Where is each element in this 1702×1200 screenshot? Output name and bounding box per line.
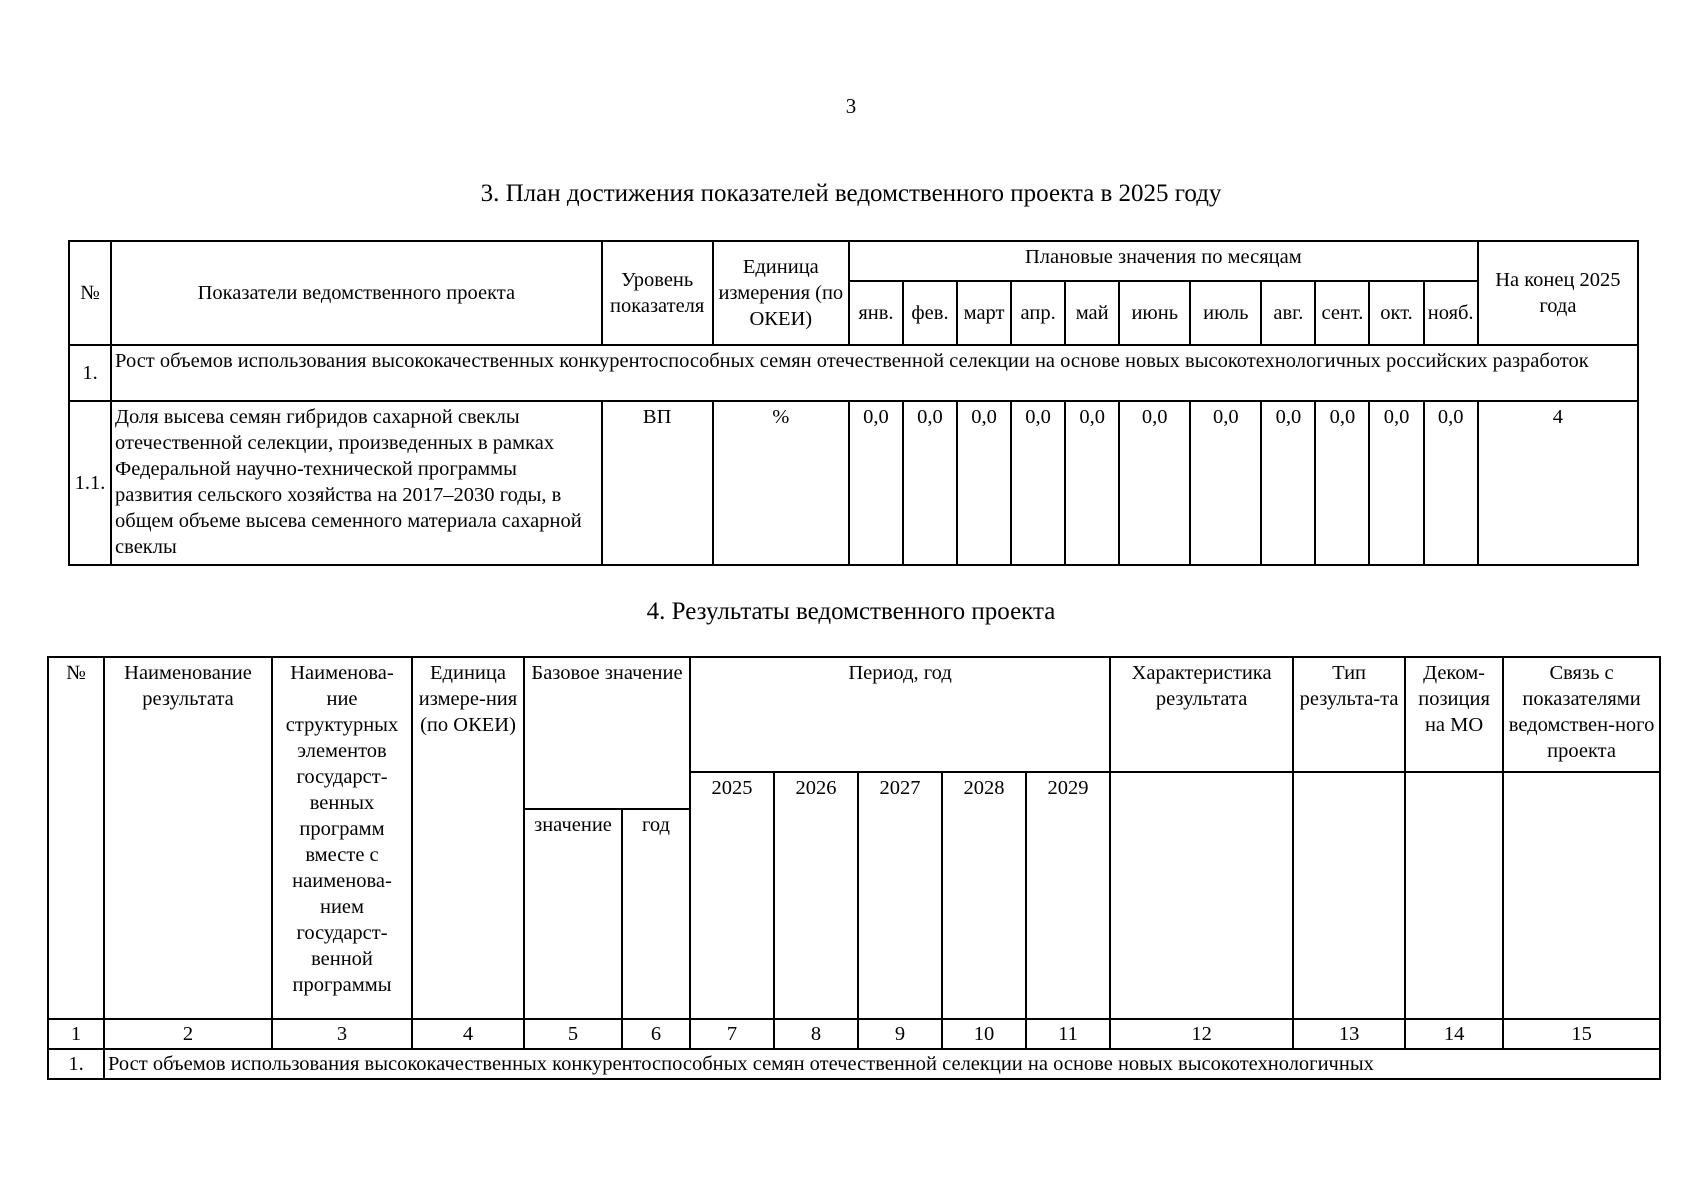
results-header-name: Наименование результата <box>104 657 272 1019</box>
column-number: 4 <box>412 1019 524 1049</box>
plan-header-num: № <box>69 241 111 345</box>
month-header: сент. <box>1315 281 1369 345</box>
plan-goal-num: 1. <box>69 345 111 401</box>
plan-header-year-end: На конец 2025 года <box>1478 241 1638 345</box>
column-number: 10 <box>942 1019 1026 1049</box>
year-header: 2025 <box>690 772 774 1019</box>
month-header: нояб. <box>1424 281 1478 345</box>
results-header-base-year: год <box>622 809 690 1019</box>
results-header-unit: Единица измере-ния (по ОКЕИ) <box>412 657 524 1019</box>
results-goal-num: 1. <box>48 1049 104 1079</box>
page-number: 3 <box>845 94 857 118</box>
year-header: 2027 <box>858 772 942 1019</box>
column-number: 6 <box>622 1019 690 1049</box>
plan-indicator-num: 1.1. <box>69 401 111 565</box>
results-header-num: № <box>48 657 104 1019</box>
plan-goal-text: Рост объемов использования высококачественных конкурентоспособных семян отечественной селекции на основе новых высокотехнологичных российских разработок <box>111 345 1638 401</box>
plan-header-unit: Единица измерения (по ОКЕИ) <box>713 241 849 345</box>
month-header: авг. <box>1261 281 1315 345</box>
month-value: 0,0 <box>1369 401 1423 565</box>
month-value: 0,0 <box>1424 401 1478 565</box>
section-3-title: 3. План достижения показателей ведомственного проекта в 2025 году <box>480 180 1222 207</box>
results-goal-text: Рост объемов использования высококачественных конкурентоспособных семян отечественной селекции на основе новых высокотехнологичных <box>104 1049 1660 1079</box>
column-number: 13 <box>1293 1019 1405 1049</box>
month-value: 0,0 <box>903 401 957 565</box>
plan-indicator-year-end: 4 <box>1478 401 1638 565</box>
month-value: 0,0 <box>1065 401 1119 565</box>
year-header: 2029 <box>1026 772 1110 1019</box>
results-blank-cell <box>1503 772 1660 1019</box>
column-number: 3 <box>272 1019 412 1049</box>
plan-header-level: Уровень показателя <box>602 241 713 345</box>
results-blank-cell <box>1293 772 1405 1019</box>
month-header: март <box>957 281 1011 345</box>
results-header-period: Период, год <box>690 657 1110 772</box>
column-number: 1 <box>48 1019 104 1049</box>
results-header-characteristic: Характеристика результата <box>1110 657 1293 772</box>
month-value: 0,0 <box>1011 401 1065 565</box>
month-header: май <box>1065 281 1119 345</box>
month-value: 0,0 <box>1261 401 1315 565</box>
month-header: июнь <box>1119 281 1190 345</box>
month-value: 0,0 <box>957 401 1011 565</box>
month-header: апр. <box>1011 281 1065 345</box>
results-header-decomposition: Деком-позиция на МО <box>1405 657 1503 772</box>
results-blank-cell <box>1110 772 1293 1019</box>
plan-table <box>68 240 1639 566</box>
plan-header-indicator: Показатели ведомственного проекта <box>111 241 602 345</box>
year-header: 2026 <box>774 772 858 1019</box>
column-number: 14 <box>1405 1019 1503 1049</box>
column-number: 2 <box>104 1019 272 1049</box>
plan-indicator-level: ВП <box>602 401 713 565</box>
results-header-base-value: значение <box>524 809 622 1019</box>
results-blank-cell <box>1405 772 1503 1019</box>
month-header: янв. <box>849 281 903 345</box>
plan-indicator-unit: % <box>713 401 849 565</box>
month-value: 0,0 <box>1190 401 1261 565</box>
column-number: 11 <box>1026 1019 1110 1049</box>
month-header: фев. <box>903 281 957 345</box>
results-table <box>47 656 1661 1080</box>
month-header: июль <box>1190 281 1261 345</box>
column-number: 12 <box>1110 1019 1293 1049</box>
column-number: 7 <box>690 1019 774 1049</box>
month-value: 0,0 <box>1315 401 1369 565</box>
month-header: окт. <box>1369 281 1423 345</box>
plan-indicator-text: Доля высева семян гибридов сахарной свеклы отечественной селекции, произведенных в рамках Федеральной научно-технической программы развития сельского хозяйства на 2017–2030 годы, в общем объеме высева семенного материала сахарной свеклы <box>111 401 602 565</box>
month-value: 0,0 <box>849 401 903 565</box>
results-header-type: Тип результа-та <box>1293 657 1405 772</box>
results-header-structural: Наименова-ние структурных элементов государст-венных программ вместе с наименова-нием государст-венной программы <box>272 657 412 1019</box>
year-header: 2028 <box>942 772 1026 1019</box>
column-number: 9 <box>858 1019 942 1049</box>
column-number: 8 <box>774 1019 858 1049</box>
column-number: 5 <box>524 1019 622 1049</box>
section-4-title: 4. Результаты ведомственного проекта <box>646 598 1056 625</box>
month-value: 0,0 <box>1119 401 1190 565</box>
column-number: 15 <box>1503 1019 1660 1049</box>
results-header-link: Связь с показателями ведомствен-ного проекта <box>1503 657 1660 772</box>
plan-header-monthly: Плановые значения по месяцам <box>849 241 1478 281</box>
results-header-base: Базовое значение <box>524 657 690 809</box>
